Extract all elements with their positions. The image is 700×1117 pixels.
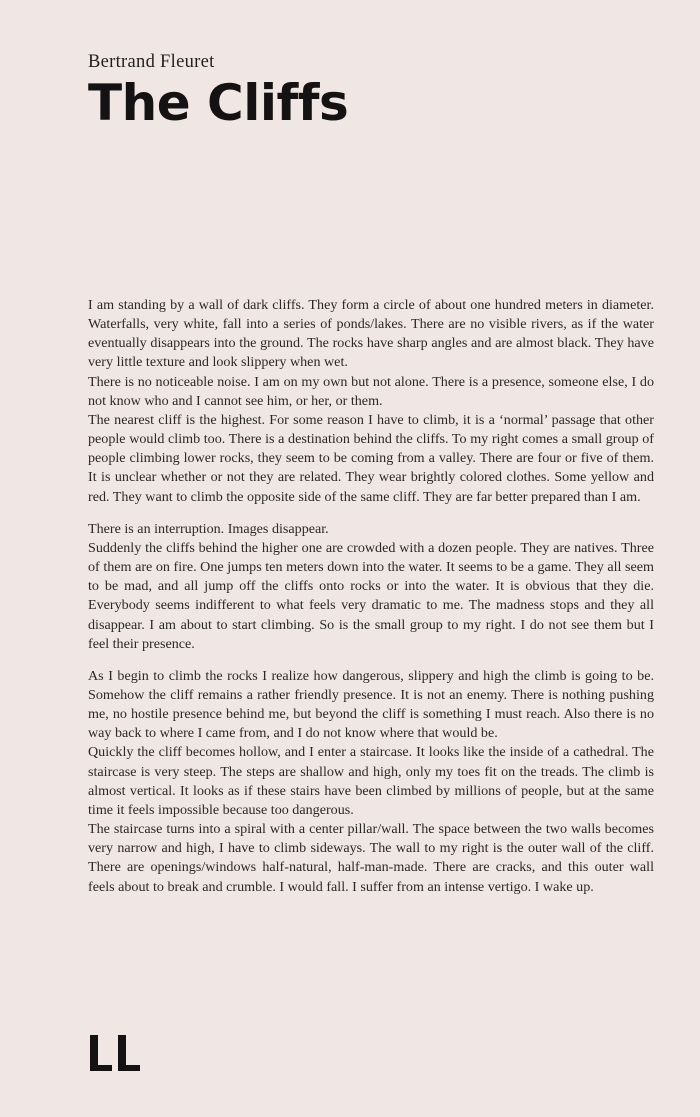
text-line: The staircase turns into a spiral with a center pillar/wall. The space between the two walls becomes very narrow and high, I have to climb sideways. The wall to my right is the outer wall of the cliff. There are openings/windows half-natural, half-man-made. There are cracks, and this outer wall feels about to break and crumble. I would fall. I suffer from an intense vertigo. I wake up. (88, 821, 654, 895)
author-name: Bertrand Fleuret (88, 52, 215, 72)
paragraph-block-2 (88, 520, 654, 654)
text-line: There is an interruption. Images disappear. (88, 520, 329, 537)
page-title: The Cliffs (88, 74, 349, 132)
page-header (88, 52, 648, 130)
publisher-logo-icon (88, 1035, 152, 1071)
text-line: I am standing by a wall of dark cliffs. They form a circle of about one hundred meters in diameter. Waterfalls, very white, fall into a series of ponds/lakes. There are no visible rivers, as if the water eventually disappears into the ground. The rocks have sharp angles and are almost black. They have very little texture and look slippery when wet. (88, 297, 654, 371)
text-line: There is no noticeable noise. I am on my own but not alone. There is a presence, someone else, I do not know who and I cannot see him, or her, or them. (88, 373, 654, 409)
paragraph-block-1 (88, 296, 654, 507)
paragraph-block-3 (88, 667, 654, 897)
text-line: Quickly the cliff becomes hollow, and I enter a staircase. It looks like the inside of a cathedral. The staircase is very steep. The steps are shallow and high, only my toes fit on the treads. The climb is almost vertical. It looks as if these stairs have been climbed by millions of people, but at the same time it feels impossible because too dangerous. (88, 744, 654, 818)
body-text (88, 296, 654, 897)
text-line: Suddenly the cliffs behind the higher one are crowded with a dozen people. They are natives. Three of them are on fire. One jumps ten meters down into the water. It seems to be a game. They all seem to be mad, and all jump off the cliffs onto rocks or into the water. It is obvious that they die. Everybody seems indifferent to what feels very dramatic to me. The madness stops and they all disappear. I am about to start climbing. So is the small group to my right. I do not see them but I feel their presence. (88, 539, 654, 652)
text-line: The nearest cliff is the highest. For some reason I have to climb, it is a ‘normal’ passage that other people would climb too. There is a destination behind the cliffs. To my right comes a small group of people climbing lower rocks, they seem to be coming from a valley. There are four or five of them. It is unclear whether or not they are related. They wear brightly colored clothes. Some yellow and red. They want to climb the opposite side of the same cliff. They are far better prepared than I am. (88, 411, 654, 505)
text-line: As I begin to climb the rocks I realize how dangerous, slippery and high the climb is going to be. Somehow the cliff remains a rather friendly presence. It is not an enemy. There is nothing pushing me, no hostile presence behind me, but beyond the cliff is something I must reach. Also there is no way back to where I came from, and I do not know where that would be. (88, 667, 654, 742)
